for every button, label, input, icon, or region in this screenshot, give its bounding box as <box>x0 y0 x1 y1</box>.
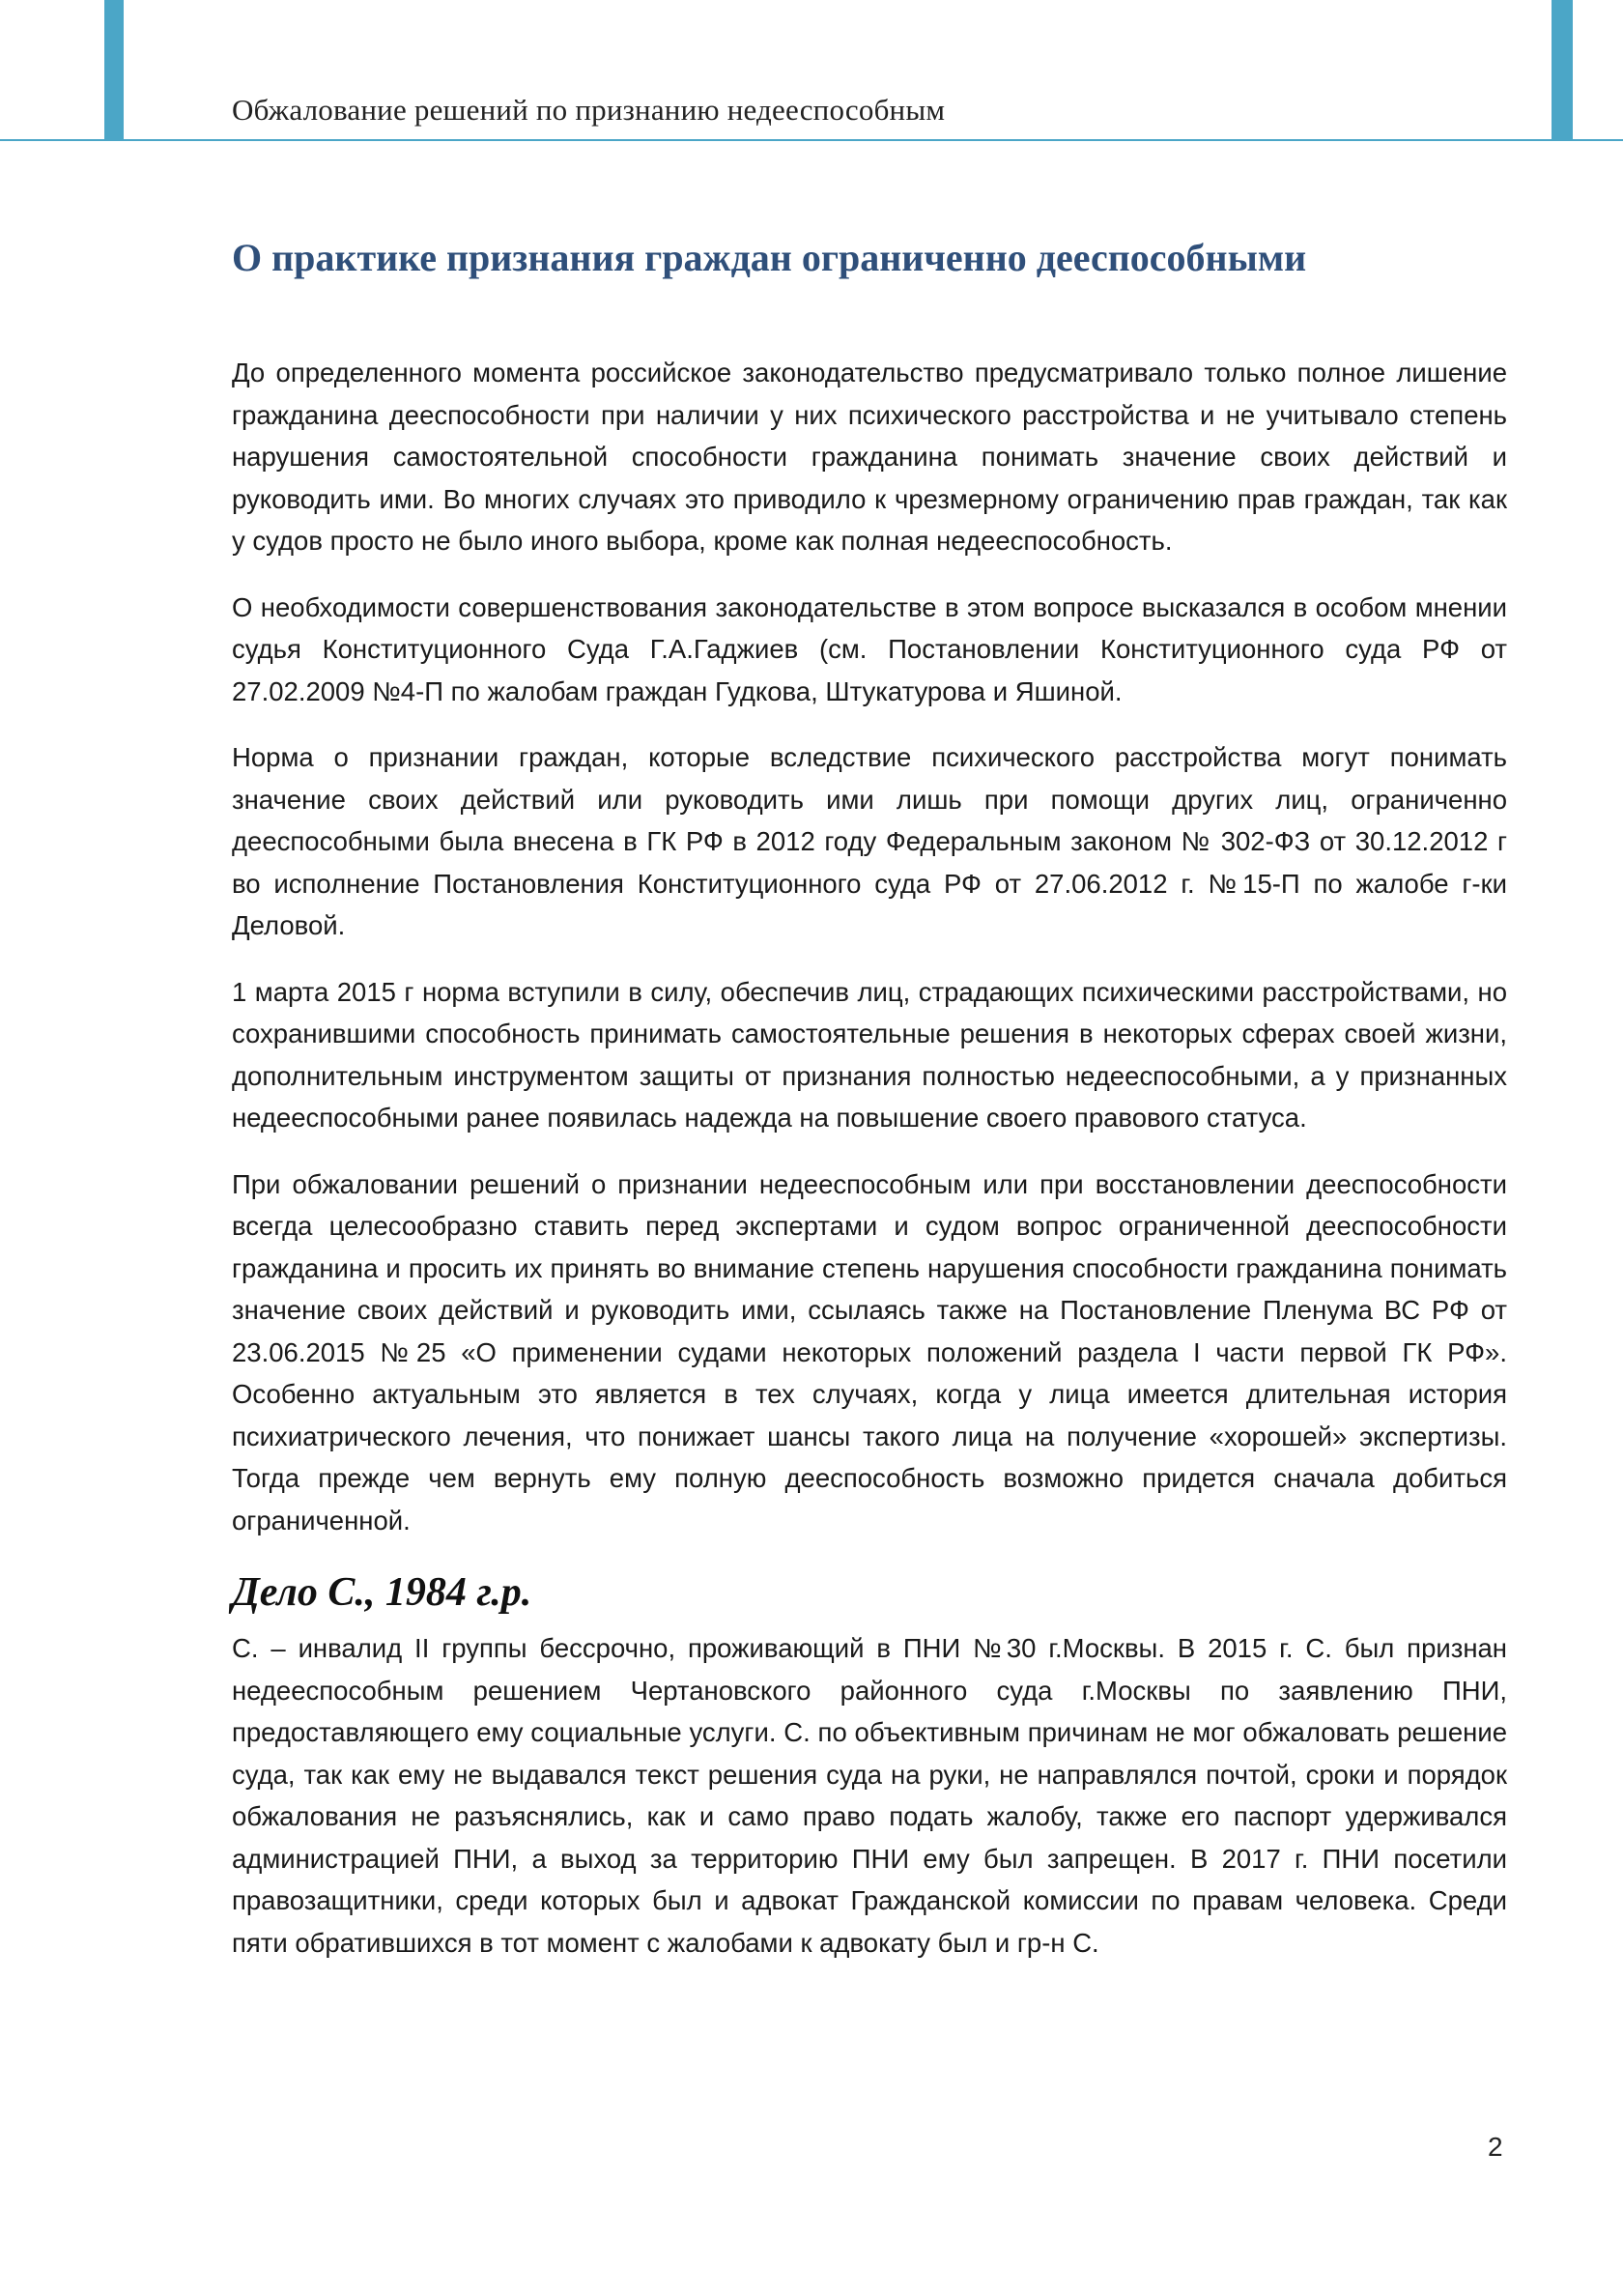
case-paragraph: С. – инвалид II группы бессрочно, проживающий в ПНИ №30 г.Москвы. В 2015 г. С. был признан недееспособным решением Чертановского районного суда г.Москвы по заявлению ПНИ, предоставляющего ему социальные услуги. С. по объективным причинам не мог обжаловать решение суда, так как ему не выдавался текст решения суда на руки, не направлялся почтой, сроки и порядок обжалования не разъяснялись, как и само право подать жалобу, также его паспорт удерживался администрацией ПНИ, а выход за территорию ПНИ ему был запрещен. В 2017 г. ПНИ посетили правозащитники, среди которых был и адвокат Гражданской комиссии по правам человека. Среди пяти обратившихся в тот момент с жалобами к адвокату был и гр-н С. <box>232 1633 1507 1958</box>
page-content <box>232 228 1507 1988</box>
section-title: О практике признания граждан ограниченно дееспособными <box>232 236 1307 279</box>
page-number: 2 <box>1488 2132 1503 2162</box>
paragraph: 1 марта 2015 г норма вступили в силу, обеспечив лиц, страдающих психическими расстройствами, но сохранившими способность принимать самостоятельные решения в некоторых сферах своей жизни, дополнительным инструментом защиты от признания полностью недееспособными, а у признанных недееспособными ранее появилась надежда на повышение своего правового статуса. <box>232 976 1507 1133</box>
paragraph: При обжаловании решений о признании недееспособным или при восстановлении дееспособности всегда целесообразно ставить перед экспертами и судом вопрос ограниченной дееспособности гражданина и просить их принять во внимание степень нарушения способности гражданина понимать значение своих действий и руководить ими, ссылаясь также на Постановление Пленума ВС РФ от 23.06.2015 №25 «О применении судами некоторых положений раздела I части первой ГК РФ». Особенно актуальным это является в тех случаях, когда у лица имеется длительная история психиатрического лечения, что понижает шансы такого лица на получение «хорошей» экспертизы. Тогда прежде чем вернуть ему полную дееспособность возможно придется сначала добиться ограниченной. <box>232 1168 1507 1535</box>
header-accent-bar-right <box>1552 0 1573 141</box>
case-title: Дело С., 1984 г.р. <box>232 1570 532 1615</box>
paragraph: До определенного момента российское законодательство предусматривало только полное лишение гражданина дееспособности при наличии у них психического расстройства и не учитывало степень нарушения самостоятельной способности гражданина понимать значение своих действий и руководить ими. Во многих случаях это приводило к чрезмерному ограничению прав граждан, так как у судов просто не было иного выбора, кроме как полная недееспособность. <box>232 358 1507 556</box>
header-rule <box>0 139 1623 141</box>
running-header-title: Обжалование решений по признанию недееспособным <box>232 93 946 127</box>
header-accent-bar-left <box>104 0 124 141</box>
paragraph: Норма о признании граждан, которые вследствие психического расстройства могут понимать значение своих действий или руководить ими лишь при помощи других лиц, ограниченно дееспособными была внесена в ГК РФ в 2012 году Федеральным законом № 302-ФЗ от 30.12.2012 г во исполнение Постановления Конституционного суда РФ от 27.06.2012 г. №15-П по жалобе г-ки Деловой. <box>232 742 1507 940</box>
paragraph: О необходимости совершенствования законодательстве в этом вопросе высказался в особом мнении судья Конституционного Суда Г.А.Гаджиев (см. Постановлении Конституционного суда РФ от 27.02.2009 №4-П по жалобам граждан Гудкова, Штукатурова и Яшиной. <box>232 591 1507 706</box>
